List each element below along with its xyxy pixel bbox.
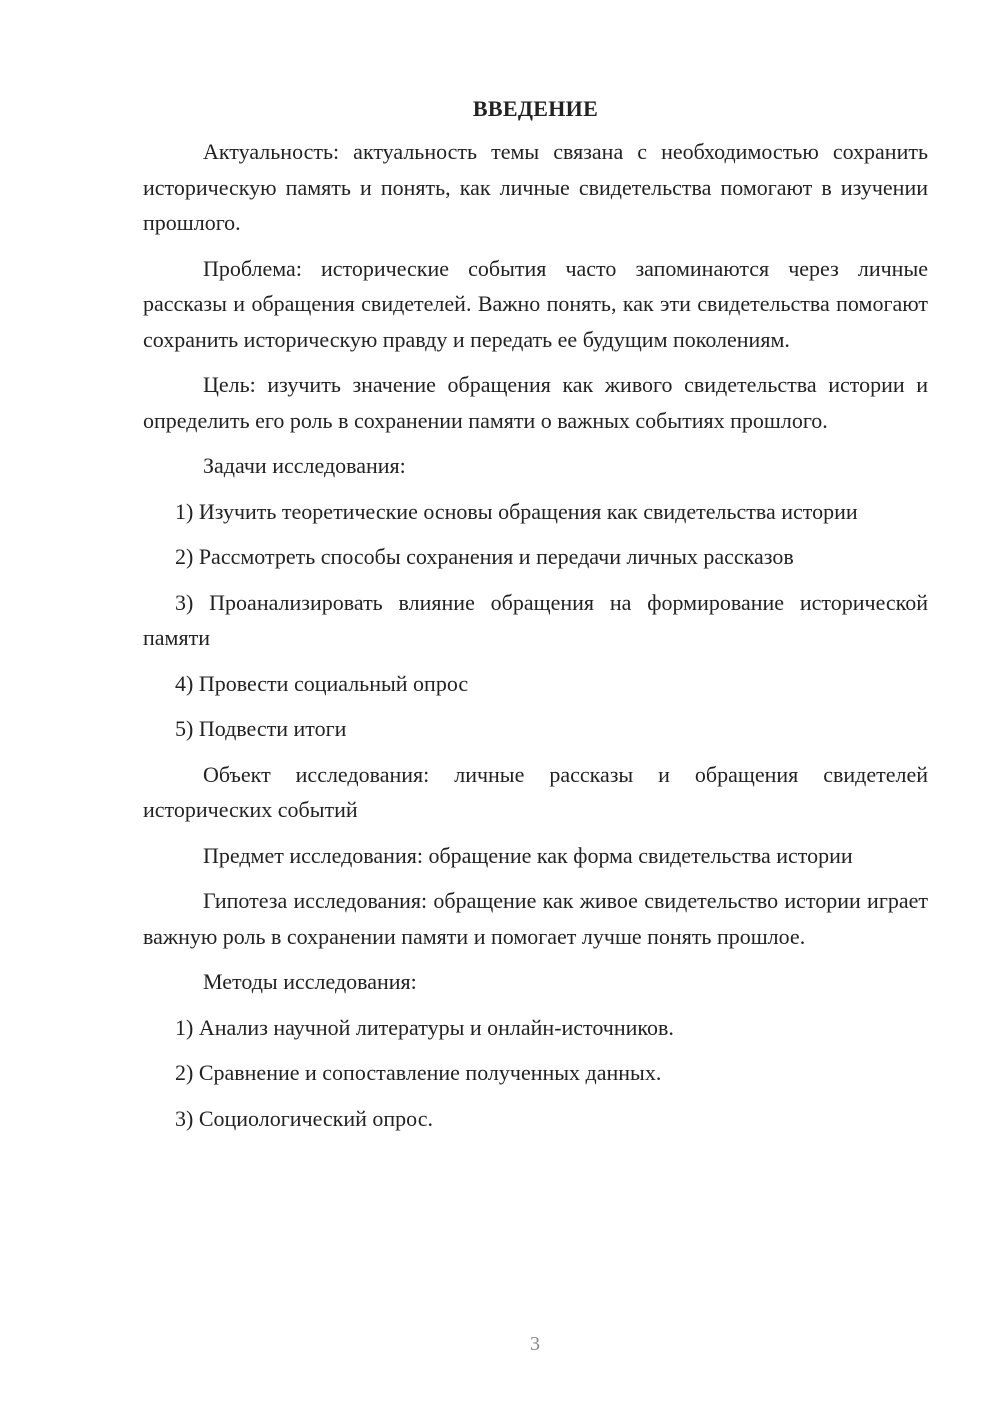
subject-paragraph: Предмет исследования: обращение как форма свидетельства истории bbox=[203, 842, 853, 868]
object-paragraph: Объект исследования: личные рассказы и обращения свидетелей исторических событий bbox=[143, 761, 928, 822]
tasks-heading: Задачи исследования: bbox=[203, 453, 406, 478]
task-item: 4) Провести социальный опрос bbox=[175, 670, 469, 696]
task-item: 5) Подвести итоги bbox=[175, 716, 347, 741]
relevance-paragraph: Актуальность: актуальность темы связана с необходимостью сохранить историческую память и понять, как личные свидетельства помогают в изучении прошлого. bbox=[143, 139, 928, 235]
problem-paragraph: Проблема: исторические события часто запоминаются через личные рассказы и обращения свидетелей. Важно понять, как эти свидетельства помогают сохранить историческую правду и передать ее будущим поколениям. bbox=[143, 255, 928, 352]
task-item: 2) Рассмотреть способы сохранения и передачи личных рассказов bbox=[175, 544, 794, 569]
method-item: 1) Анализ научной литературы и онлайн-источников. bbox=[175, 1014, 674, 1040]
section-title: ВВЕДЕНИЕ bbox=[472, 96, 599, 121]
methods-heading: Методы исследования: bbox=[203, 969, 417, 994]
method-item: 2) Сравнение и сопоставление полученных данных. bbox=[175, 1060, 662, 1085]
task-item: 3) Проанализировать влияние обращения на формирование исторической памяти bbox=[143, 589, 928, 650]
hypothesis-paragraph: Гипотеза исследования: обращение как живое свидетельство истории играет важную роль в сохранении памяти и помогает лучше понять прошлое. bbox=[143, 888, 928, 949]
task-item: 1) Изучить теоретические основы обращения как свидетельства истории bbox=[175, 498, 858, 524]
page-number: 3 bbox=[530, 1333, 540, 1355]
goal-paragraph: Цель: изучить значение обращения как живого свидетельства истории и определить его роль в сохранении памяти о важных событиях прошлого. bbox=[143, 372, 928, 433]
method-item: 3) Социологический опрос. bbox=[175, 1105, 433, 1131]
page-content bbox=[143, 92, 928, 1146]
